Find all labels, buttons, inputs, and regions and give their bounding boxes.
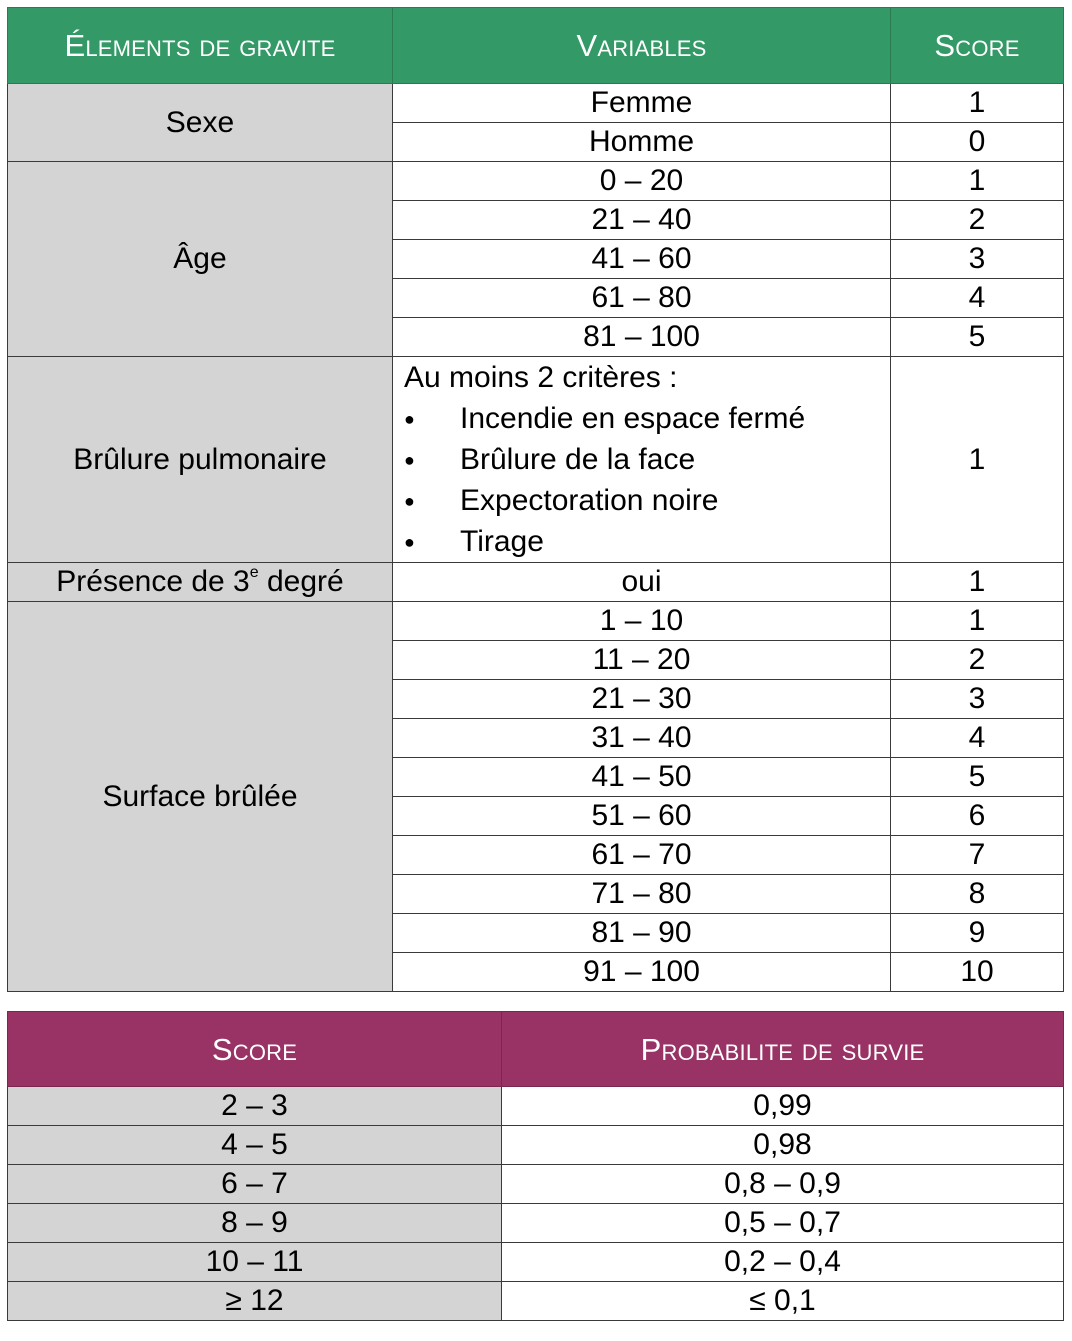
bullet-icon: ●	[404, 449, 415, 470]
list-item: ● Incendie en espace fermé	[404, 401, 806, 435]
score-cell: 1	[891, 602, 1064, 641]
bullet-icon: ●	[404, 531, 415, 552]
bullet-icon: ●	[404, 490, 415, 511]
variable-cell: 31 – 40	[393, 719, 891, 758]
table-row	[8, 1165, 1064, 1204]
table-row	[8, 1087, 1064, 1126]
header-score: Score	[8, 1012, 502, 1087]
table-row	[8, 1204, 1064, 1243]
variable-cell: 81 – 90	[393, 914, 891, 953]
variable-cell: 61 – 80	[393, 279, 891, 318]
variable-cell: 1 – 10	[393, 602, 891, 641]
score-cell: 7	[891, 836, 1064, 875]
list-item: ● Expectoration noire	[404, 483, 719, 517]
score-cell: 3	[891, 240, 1064, 279]
table-row	[8, 162, 1064, 201]
header-elements: Élements de gravite	[8, 8, 393, 84]
gravity-table	[7, 7, 1064, 992]
variable-cell: 71 – 80	[393, 875, 891, 914]
table-row	[8, 84, 1064, 123]
score-range: 6 – 7	[8, 1165, 502, 1204]
element-age: Âge	[8, 162, 393, 357]
header-probabilite: Probabilite de survie	[502, 1012, 1064, 1087]
score-cell: 1	[891, 563, 1064, 602]
element-sexe: Sexe	[8, 84, 393, 162]
variable-cell: 41 – 60	[393, 240, 891, 279]
gravity-table-header	[8, 8, 1064, 84]
score-cell: 10	[891, 953, 1064, 992]
score-cell: 3	[891, 680, 1064, 719]
variable-cell: 61 – 70	[393, 836, 891, 875]
variable-cell: oui	[393, 563, 891, 602]
header-variables: Variables	[393, 8, 891, 84]
bullet-icon: ●	[404, 408, 415, 429]
table-row	[8, 1126, 1064, 1165]
list-item: ● Tirage	[404, 524, 544, 558]
score-range: 4 – 5	[8, 1126, 502, 1165]
variable-cell: 81 – 100	[393, 318, 891, 357]
table-row	[8, 357, 1064, 563]
score-range: 10 – 11	[8, 1243, 502, 1282]
table-row	[8, 563, 1064, 602]
table-row	[8, 1282, 1064, 1321]
survival-probability: 0,2 – 0,4	[502, 1243, 1064, 1282]
score-cell: 5	[891, 758, 1064, 797]
criteria-intro: Au moins 2 critères :	[404, 360, 678, 394]
element-troisieme-degre: Présence de 3e degré	[8, 563, 393, 602]
table-row	[8, 602, 1064, 641]
criteria-list	[404, 398, 890, 562]
score-cell: 2	[891, 201, 1064, 240]
variable-cell: 21 – 40	[393, 201, 891, 240]
score-range: 8 – 9	[8, 1204, 502, 1243]
survival-probability: 0,98	[502, 1126, 1064, 1165]
element-surface: Surface brûlée	[8, 602, 393, 992]
score-cell: 0	[891, 123, 1064, 162]
score-cell: 9	[891, 914, 1064, 953]
score-range: ≥ 12	[8, 1282, 502, 1321]
variable-cell: Femme	[393, 84, 891, 123]
element-pulmonaire: Brûlure pulmonaire	[8, 357, 393, 563]
header-score: Score	[891, 8, 1064, 84]
variable-cell: 51 – 60	[393, 797, 891, 836]
variable-cell: 41 – 50	[393, 758, 891, 797]
survival-table	[7, 1011, 1064, 1321]
score-cell: 1	[891, 357, 1064, 563]
list-item: ● Brûlure de la face	[404, 442, 696, 476]
score-cell: 5	[891, 318, 1064, 357]
score-cell: 4	[891, 719, 1064, 758]
table-row	[8, 1243, 1064, 1282]
variable-cell: 91 – 100	[393, 953, 891, 992]
score-cell: 1	[891, 84, 1064, 123]
score-cell: 4	[891, 279, 1064, 318]
survival-probability: 0,99	[502, 1087, 1064, 1126]
score-cell: 8	[891, 875, 1064, 914]
variable-cell: 0 – 20	[393, 162, 891, 201]
survival-probability: 0,8 – 0,9	[502, 1165, 1064, 1204]
variable-cell: Homme	[393, 123, 891, 162]
survival-probability: 0,5 – 0,7	[502, 1204, 1064, 1243]
score-cell: 2	[891, 641, 1064, 680]
score-cell: 1	[891, 162, 1064, 201]
variable-cell: 11 – 20	[393, 641, 891, 680]
criteria-cell	[393, 357, 891, 563]
variable-cell: 21 – 30	[393, 680, 891, 719]
survival-probability: ≤ 0,1	[502, 1282, 1064, 1321]
score-cell: 6	[891, 797, 1064, 836]
score-range: 2 – 3	[8, 1087, 502, 1126]
survival-table-header	[8, 1012, 1064, 1087]
